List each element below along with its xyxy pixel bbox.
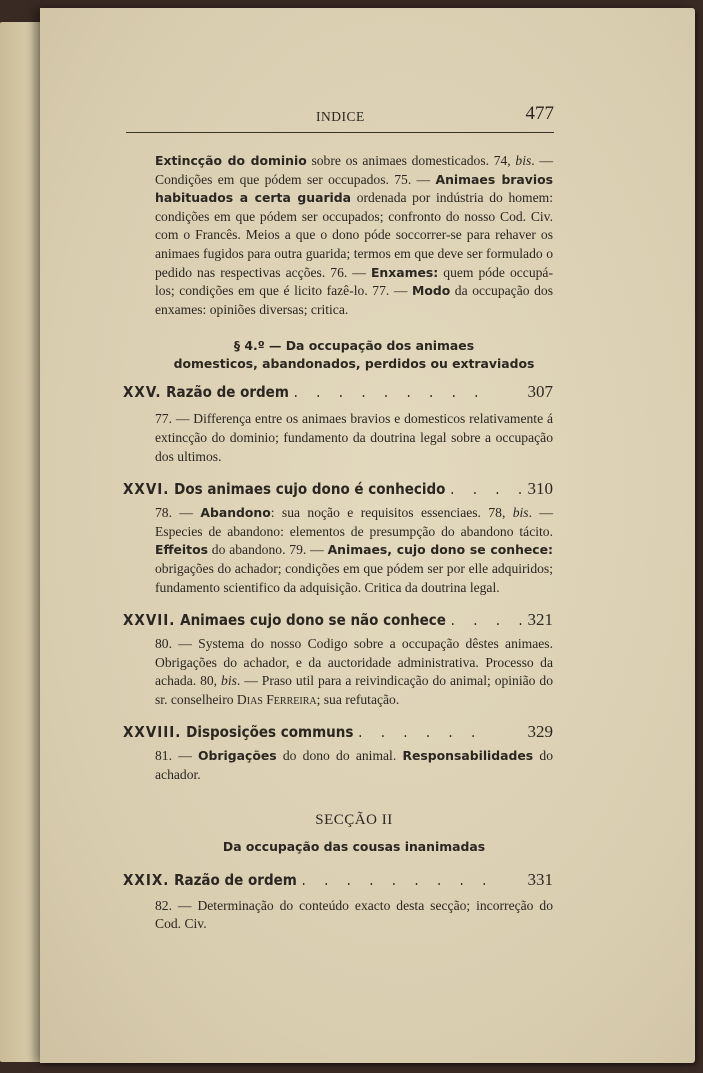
chapter-title: Razão de ordem: [174, 870, 297, 889]
chapter-number: XXVI.: [123, 480, 170, 499]
leader-dots: . . . . . . . . .: [301, 870, 494, 889]
chapter-number: XXV.: [123, 383, 162, 402]
text-run: ordenada por indústria do homem: condições em que pódem ser occupados; confronto do nosso Cod. Civ. com o Francês. Meios a que o dono póde soccorrer-se para rehaver os animaes fugidos para outra guarida; termos em que deve ser formulado o pedido nas respectivas acções. 76. —: [155, 190, 553, 280]
section-heading-line2: domesticos, abandonados, perdidos ou extraviados: [173, 356, 535, 372]
index-content: [123, 152, 553, 934]
chapter-summary-xxviii: [155, 747, 553, 784]
bold-term: Effeitos: [155, 542, 208, 558]
bold-term: Extincção do dominio: [155, 153, 307, 168]
chapter-entry-xxvii: [123, 607, 553, 633]
page-number: 477: [525, 103, 554, 124]
chapter-page: 307: [527, 382, 553, 402]
bold-term: Modo: [412, 283, 451, 299]
text-run: 77. — Differença entre os animaes bravios e domesticos relativamente á extincção do dominio; fundamento da doutrina legal sobre a occupação dos ultimos.: [155, 411, 553, 464]
bold-term: Enxames:: [370, 264, 439, 280]
chapter-number: XXVII.: [123, 611, 176, 630]
italic-term: bis: [515, 153, 532, 168]
bold-term: Abandono: [200, 505, 271, 521]
chapter-page: 329: [527, 722, 553, 742]
italic-term: bis: [221, 673, 237, 689]
text-run: do abandono. 79. —: [207, 542, 328, 558]
text-run: . — Condições em que pódem ser occupados. 75. —: [155, 153, 553, 187]
text-run: do achador.: [155, 748, 553, 783]
text-run: 81. —: [155, 748, 198, 764]
chapter-summary-xxv: [155, 410, 553, 466]
chapter-title: Razão de ordem: [166, 383, 289, 402]
section-heading-line1: § 4.º — Da occupação dos animaes: [233, 338, 475, 354]
section-title: SECÇÃO II: [315, 811, 393, 828]
chapter-page: 321: [527, 610, 553, 630]
text-run: . — Especies de abandono: elementos de presumpção do abandono tácito.: [155, 505, 553, 539]
text-run: quem póde occupá-los; condições em que é licito fazê-lo. 77. —: [155, 264, 553, 299]
chapter-title: Disposições communs: [186, 723, 354, 742]
chapter-summary-xxvi: [155, 504, 553, 597]
bold-term: Animaes, cujo dono se conhece:: [327, 542, 553, 558]
chapter-entry-xxvi: [123, 476, 553, 502]
section-subtitle: Da occupação das cousas inanimadas: [222, 838, 486, 854]
text-run: sobre os animaes domesticados. 74,: [306, 153, 516, 168]
text-run: do dono do animal.: [276, 748, 403, 764]
chapter-title: Animaes cujo dono se não conhece: [180, 611, 446, 630]
bold-term: Obrigações: [198, 748, 277, 764]
text-run: 80. — Systema do nosso Codigo sobre a occupação dêstes animaes. Obrigações do achador, e da auctoridade administrativa. Processo da achada. 80,: [155, 636, 553, 689]
text-run: . — Praso util para a reivindicação do animal; opinião do sr. conselheiro: [155, 673, 553, 707]
chapter-entry-xxix: [123, 867, 553, 893]
leader-dots: . . . .: [450, 611, 530, 630]
running-header: [126, 104, 554, 133]
text-run: 78. —: [155, 505, 201, 521]
intro-paragraph: [155, 152, 553, 319]
leader-dots: . . . .: [450, 480, 530, 499]
chapter-number: XXIX.: [123, 870, 170, 889]
text-run: : sua noção e requisitos essenciaes. 78,: [270, 505, 513, 521]
header-title: INDICE: [316, 109, 365, 124]
chapter-entry-xxv: [123, 379, 553, 405]
italic-term: bis: [512, 505, 529, 521]
chapter-summary-xxix: 82. — Determinação do conteúdo exacto desta secção; incorreção do Cod. Civ.: [155, 897, 553, 932]
text-run: da occupação dos enxames: opiniões diversas; critica.: [155, 283, 553, 317]
bold-term: Animaes bravios habituados a certa guarida: [155, 171, 553, 206]
chapter-entry-xxviii: [123, 719, 553, 745]
bold-term: Responsabilidades: [402, 748, 534, 764]
chapter-page: 331: [527, 869, 553, 889]
leader-dots: . . . . . .: [358, 723, 483, 742]
chapter-page: 310: [527, 479, 553, 499]
leader-dots: . . . . . . . . .: [293, 383, 486, 402]
author-name: Dias Ferreira: [236, 691, 317, 707]
chapter-summary-xxvii: [155, 635, 553, 709]
text-run: ; sua refutação.: [316, 691, 400, 707]
chapter-number: XXVIII.: [123, 723, 182, 742]
chapter-title: Dos animaes cujo dono é conhecido: [174, 480, 446, 499]
text-run: obrigações do achador; condições em que pódem ser por elle adquiridos; fundamento scientifico da adquisição. Critica da doutrina legal.: [155, 560, 553, 595]
